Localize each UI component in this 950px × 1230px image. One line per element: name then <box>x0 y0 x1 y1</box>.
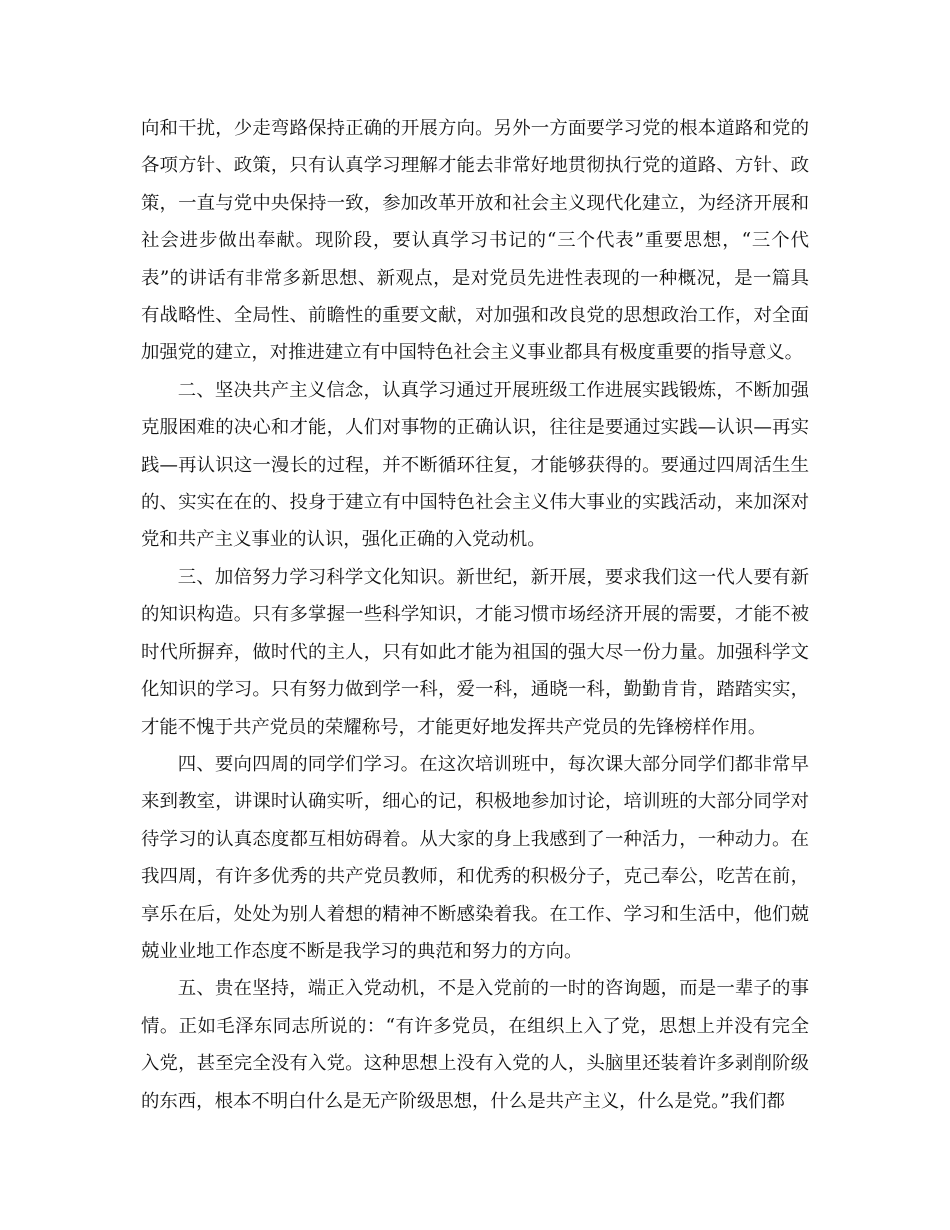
paragraph-two: 二、坚决共产主义信念，认真学习通过开展班级工作进展实践锻炼，不断加强克服困难的决心和才能，人们对事物的正确认识，往往是要通过实践—认识—再实践—再认识这一漫长的过程，并不断循环往复，才能够获得的。要通过四周活生生的、实实在在的、投身于建立有中国特色社会主义伟大事业的实践活动，来加深对党和共产主义事业的认识，强化正确的入党动机。 <box>141 379 809 551</box>
paragraph-three: 三、加倍努力学习科学文化知识。新世纪，新开展，要求我们这一代人要有新的知识构造。只有多掌握一些科学知识，才能习惯市场经济开展的需要，才能不被时代所摒弃，做时代的主人，只有如此才能为祖国的强大尽一份力量。加强科学文化知识的学习。只有努力做到学一科，爱一科，通晓一科，勤勤肯肯，踏踏实实，才能不愧于共产党员的荣耀称号，才能更好地发挥共产党员的先锋榜样作用。 <box>141 566 809 738</box>
paragraph-four: 四、要向四周的同学们学习。在这次培训班中，每次课大部分同学们都非常早来到教室，讲课时认确实听，细心的记，积极地参加讨论，培训班的大部分同学对待学习的认真态度都互相妨碍着。从大家的身上我感到了一种活力，一种动力。在我四周，有许多优秀的共产党员教师，和优秀的积极分子，克己奉公，吃苦在前，享乐在后，处处为别人着想的精神不断感染着我。在工作、学习和生活中，他们兢兢业业地工作态度不断是我学习的典范和努力的方向。 <box>141 753 809 962</box>
document-body <box>141 110 809 1120</box>
paragraph-five: 五、贵在坚持，端正入党动机，不是入党前的一时的咨询题，而是一辈子的事情。正如毛泽东同志所说的：“有许多党员，在组织上入了党，思想上并没有完全入党，甚至完全没有入党。这种思想上没有入党的人，头脑里还装着许多剥削阶级的东西，根本不明白什么是无产阶级思想，什么是共产主义，什么是党。”我们都 <box>141 978 809 1112</box>
paragraph-continued: 向和干扰，少走弯路保持正确的开展方向。另外一方面要学习党的根本道路和党的各项方针、政策，只有认真学习理解才能去非常好地贯彻执行党的道路、方针、政策，一直与党中央保持一致，参加改革开放和社会主义现代化建立，为经济开展和社会进步做出奉献。现阶段，要认真学习书记的“三个代表”重要思想，“三个代表”的讲话有非常多新思想、新观点，是对党员先进性表现的一种概况，是一篇具有战略性、全局性、前瞻性的重要文献，对加强和改良党的思想政治工作，对全面加强党的建立，对推进建立有中国特色社会主义事业都具有极度重要的指导意义。 <box>141 118 809 364</box>
